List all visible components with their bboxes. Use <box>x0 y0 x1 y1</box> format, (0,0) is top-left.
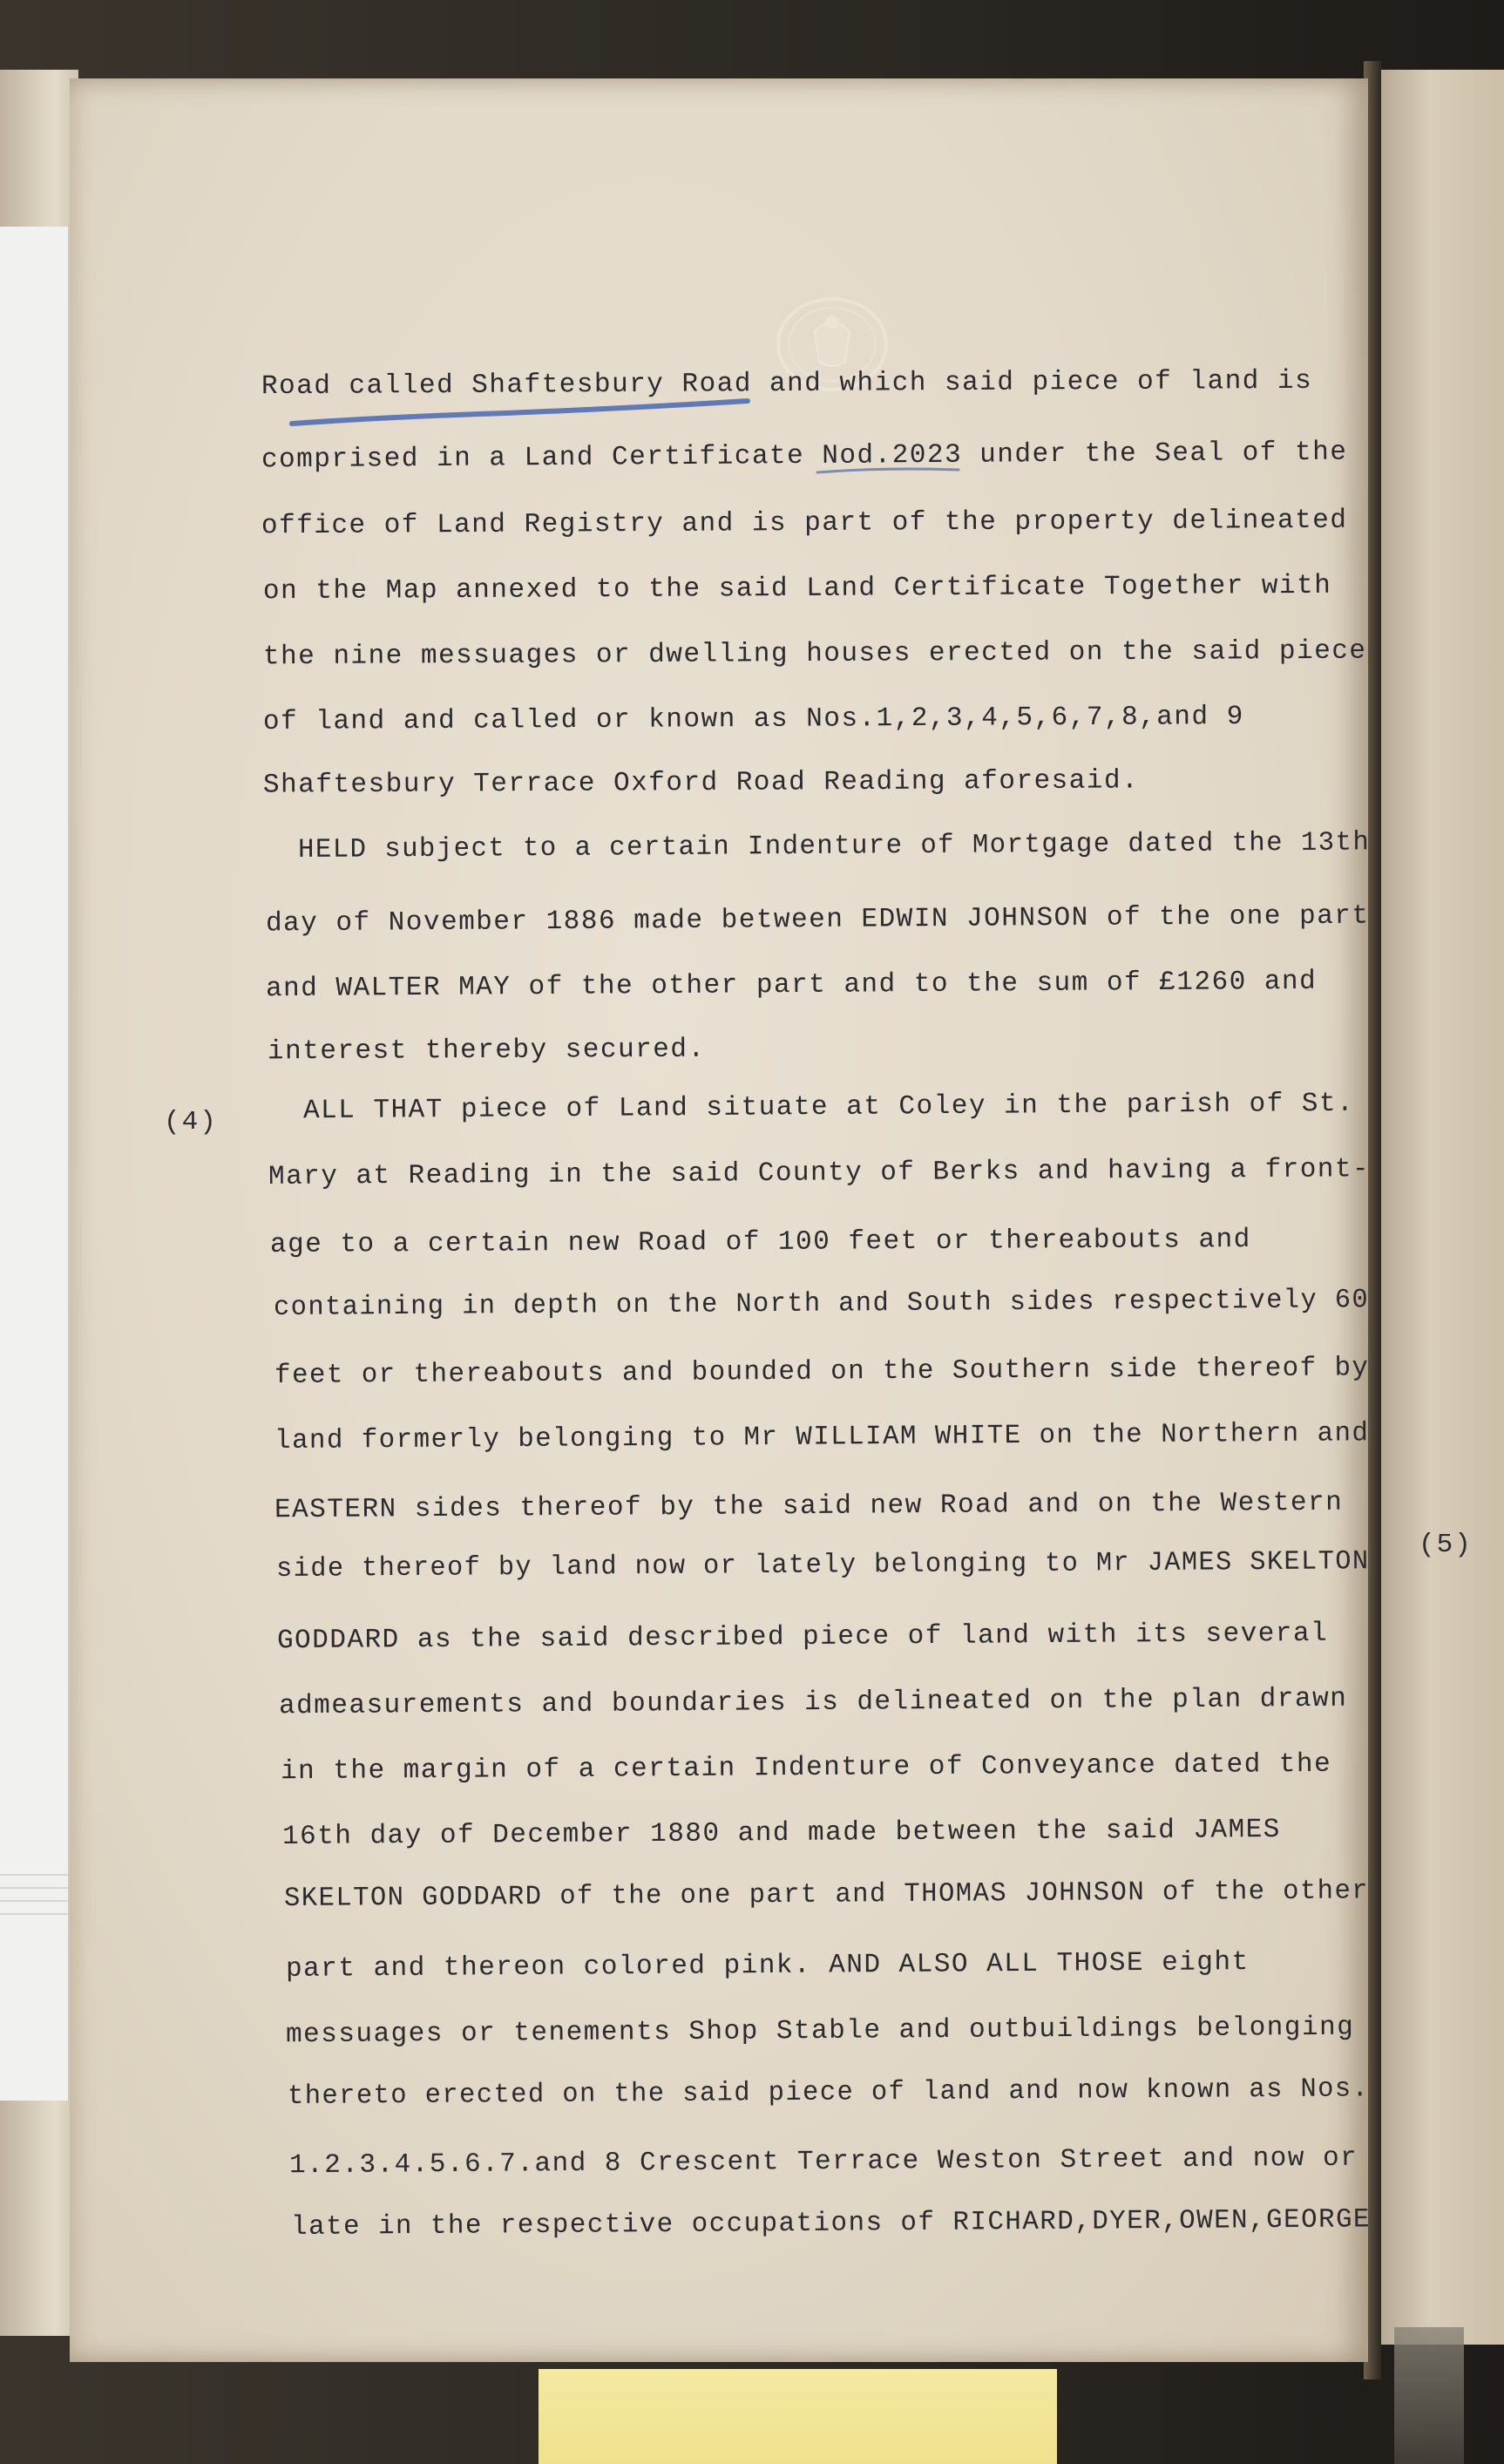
text-line: EASTERN sides thereof by the said new Road and on the Western <box>274 1487 1344 1526</box>
text-line: day of November 1886 made between EDWIN JOHNSON of the one part <box>265 900 1370 940</box>
text-line: Shaftesbury Terrace Oxford Road Reading aforesaid. <box>262 765 1140 801</box>
metal-clip <box>1394 2327 1464 2464</box>
text-line: late in the respective occupations of RICHARD,DYER,OWEN,GEORGE <box>290 2204 1372 2243</box>
text-line: SKELTON GODDARD of the one part and THOMAS JOHNSON of the other <box>283 1876 1370 1914</box>
text-line: in the margin of a certain Indenture of Conveyance dated the <box>280 1748 1332 1788</box>
text-line: Mary at Reading in the said County of Berks and having a front- <box>268 1154 1371 1192</box>
text-line: part and thereon colored pink. AND ALSO ALL THOSE eight <box>285 1947 1250 1985</box>
text-line: thereto erected on the said piece of land and now known as Nos. <box>287 2074 1370 2112</box>
right-page-edge <box>1381 70 1504 2345</box>
text-line: containing in depth on the North and South sides respectively 60 <box>273 1285 1370 1323</box>
text-line: side thereof by land now or lately belonging to Mr JAMES SKELTON <box>275 1546 1370 1585</box>
text-line: admeasurements and boundaries is delineated on the plan drawn <box>278 1683 1348 1722</box>
margin-clause-number-right: (5) <box>1419 1530 1473 1560</box>
text-line: Road called Shaftesbury Road and which said piece of land is <box>261 365 1313 403</box>
text-line: HELD subject to a certain Indenture of Mortgage dated the 13th <box>297 827 1371 865</box>
text-line: ALL THAT piece of Land situate at Coley in the parish of St. <box>302 1088 1355 1127</box>
text-line: office of Land Registry and is part of the property delineated <box>261 505 1348 542</box>
text-line: and WALTER MAY of the other part and to the sum of £1260 and <box>265 966 1318 1005</box>
text-line: land formerly belonging to Mr WILLIAM WHITE on the Northern and <box>274 1418 1370 1456</box>
yellow-sticky-note <box>539 2369 1057 2464</box>
text-line: feet or thereabouts and bounded on the Southern side thereof by <box>274 1353 1370 1391</box>
inserted-white-slip <box>0 227 69 2101</box>
text-line: 16th day of December 1880 and made between the said JAMES <box>281 1815 1281 1852</box>
text-line: comprised in a Land Certificate Nod.2023 under the Seal of the <box>261 437 1348 476</box>
text-line: interest thereby secured. <box>267 1034 706 1068</box>
text-line: messuages or tenements Shop Stable and outbuildings belonging <box>285 2012 1355 2051</box>
margin-clause-number-left: (4) <box>164 1107 218 1137</box>
text-line: GODDARD as the said described piece of land with its several <box>276 1618 1329 1657</box>
text-line: the nine messuages or dwelling houses erected on the said piece <box>262 635 1367 673</box>
text-line: age to a certain new Road of 100 feet or thereabouts and <box>269 1225 1251 1260</box>
text-line: of land and called or known as Nos.1,2,3,4,5,6,7,8,and 9 <box>262 702 1244 737</box>
text-line: on the Map annexed to the said Land Certificate Together with <box>262 570 1332 608</box>
text-line: 1.2.3.4.5.6.7.and 8 Crescent Terrace Weston Street and now or <box>288 2142 1358 2182</box>
